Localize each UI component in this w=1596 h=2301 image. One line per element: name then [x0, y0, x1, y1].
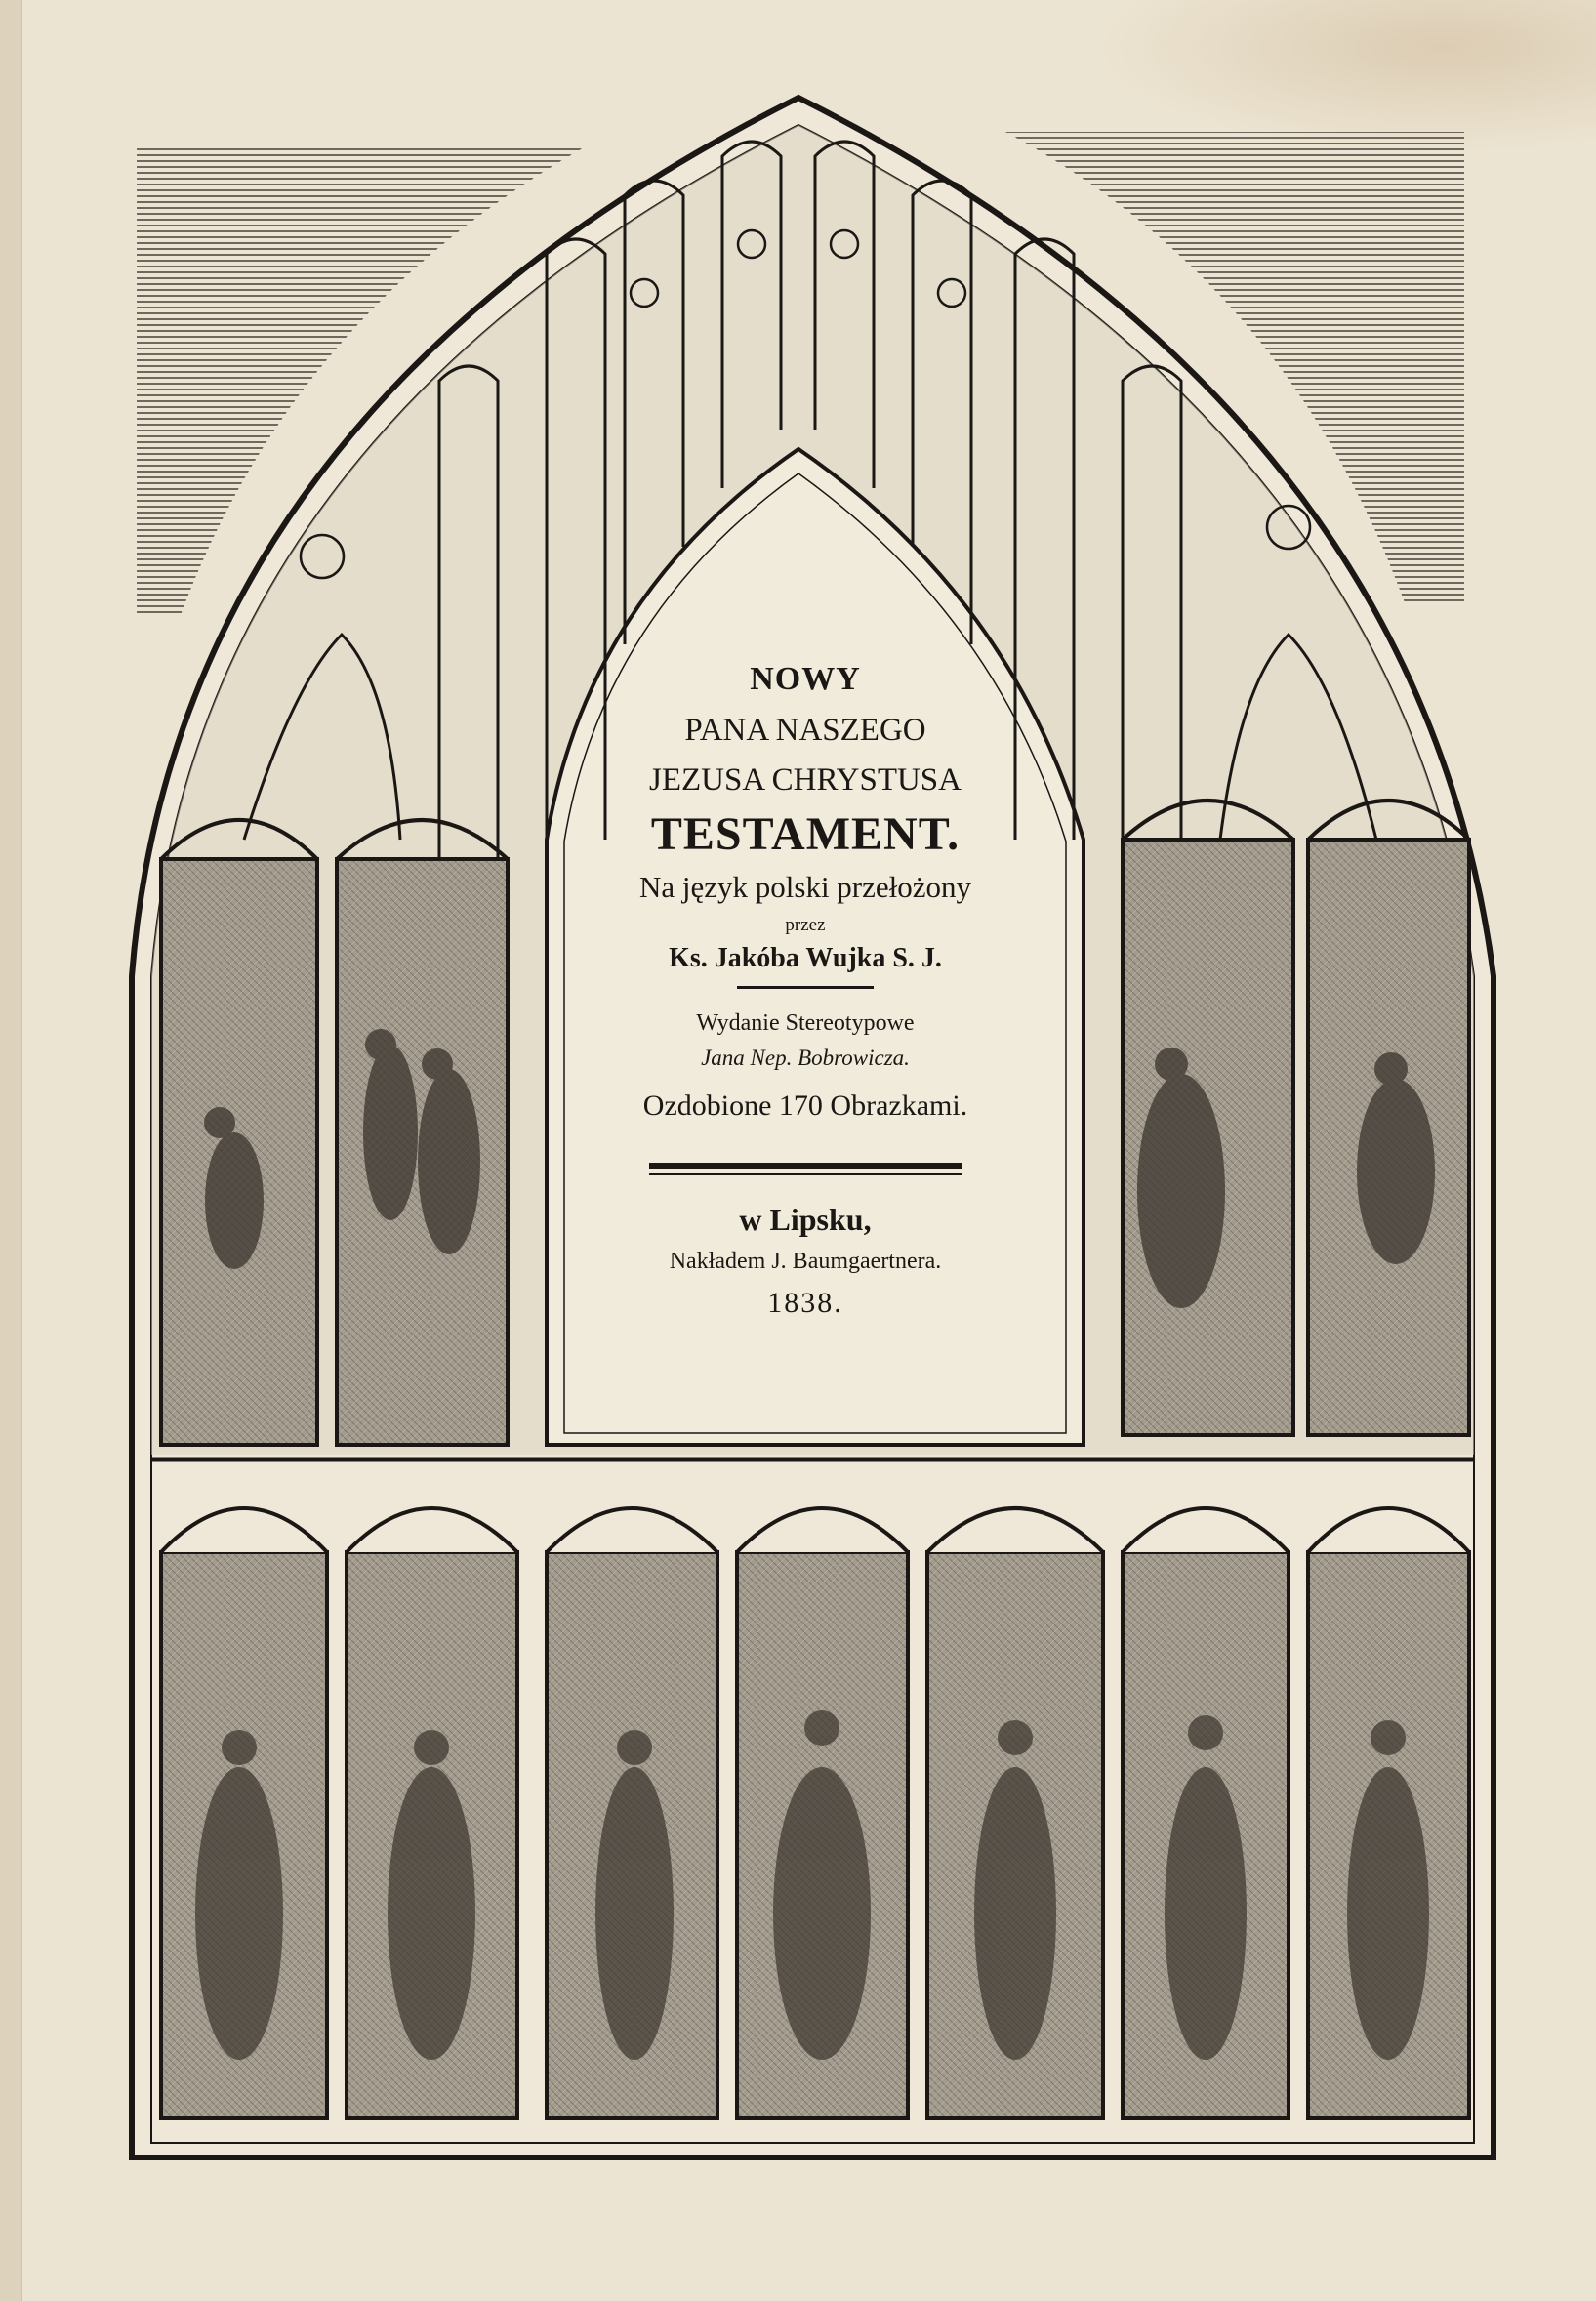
publisher-line: Nakładem J. Baumgaertnera.: [669, 1249, 942, 1275]
title-testament: TESTAMENT.: [650, 807, 961, 860]
short-rule: [737, 986, 874, 989]
title-pana-naszego: PANA NASZEGO: [684, 713, 926, 749]
editor-line: Jana Nep. Bobrowicza.: [701, 1045, 910, 1070]
thin-rule: [649, 1173, 962, 1175]
translation-note: Na język polski przełożony: [638, 869, 972, 904]
title-nowy: NOWY: [750, 661, 861, 697]
title-jezusa-chrystusa: JEZUSA CHRYSTUSA: [649, 761, 962, 798]
edition-line: Wydanie Stereotypowe: [696, 1009, 915, 1036]
year-line: 1838.: [767, 1286, 843, 1319]
illustrations-line: Ozdobione 170 Obrazkami.: [642, 1089, 968, 1123]
place-line: w Lipsku,: [739, 1202, 872, 1238]
title-block: [566, 649, 1044, 1319]
by-word: przez: [785, 914, 826, 935]
translator-name: Ks. Jakóba Wujka S. J.: [669, 942, 942, 973]
thick-rule: [649, 1163, 962, 1169]
